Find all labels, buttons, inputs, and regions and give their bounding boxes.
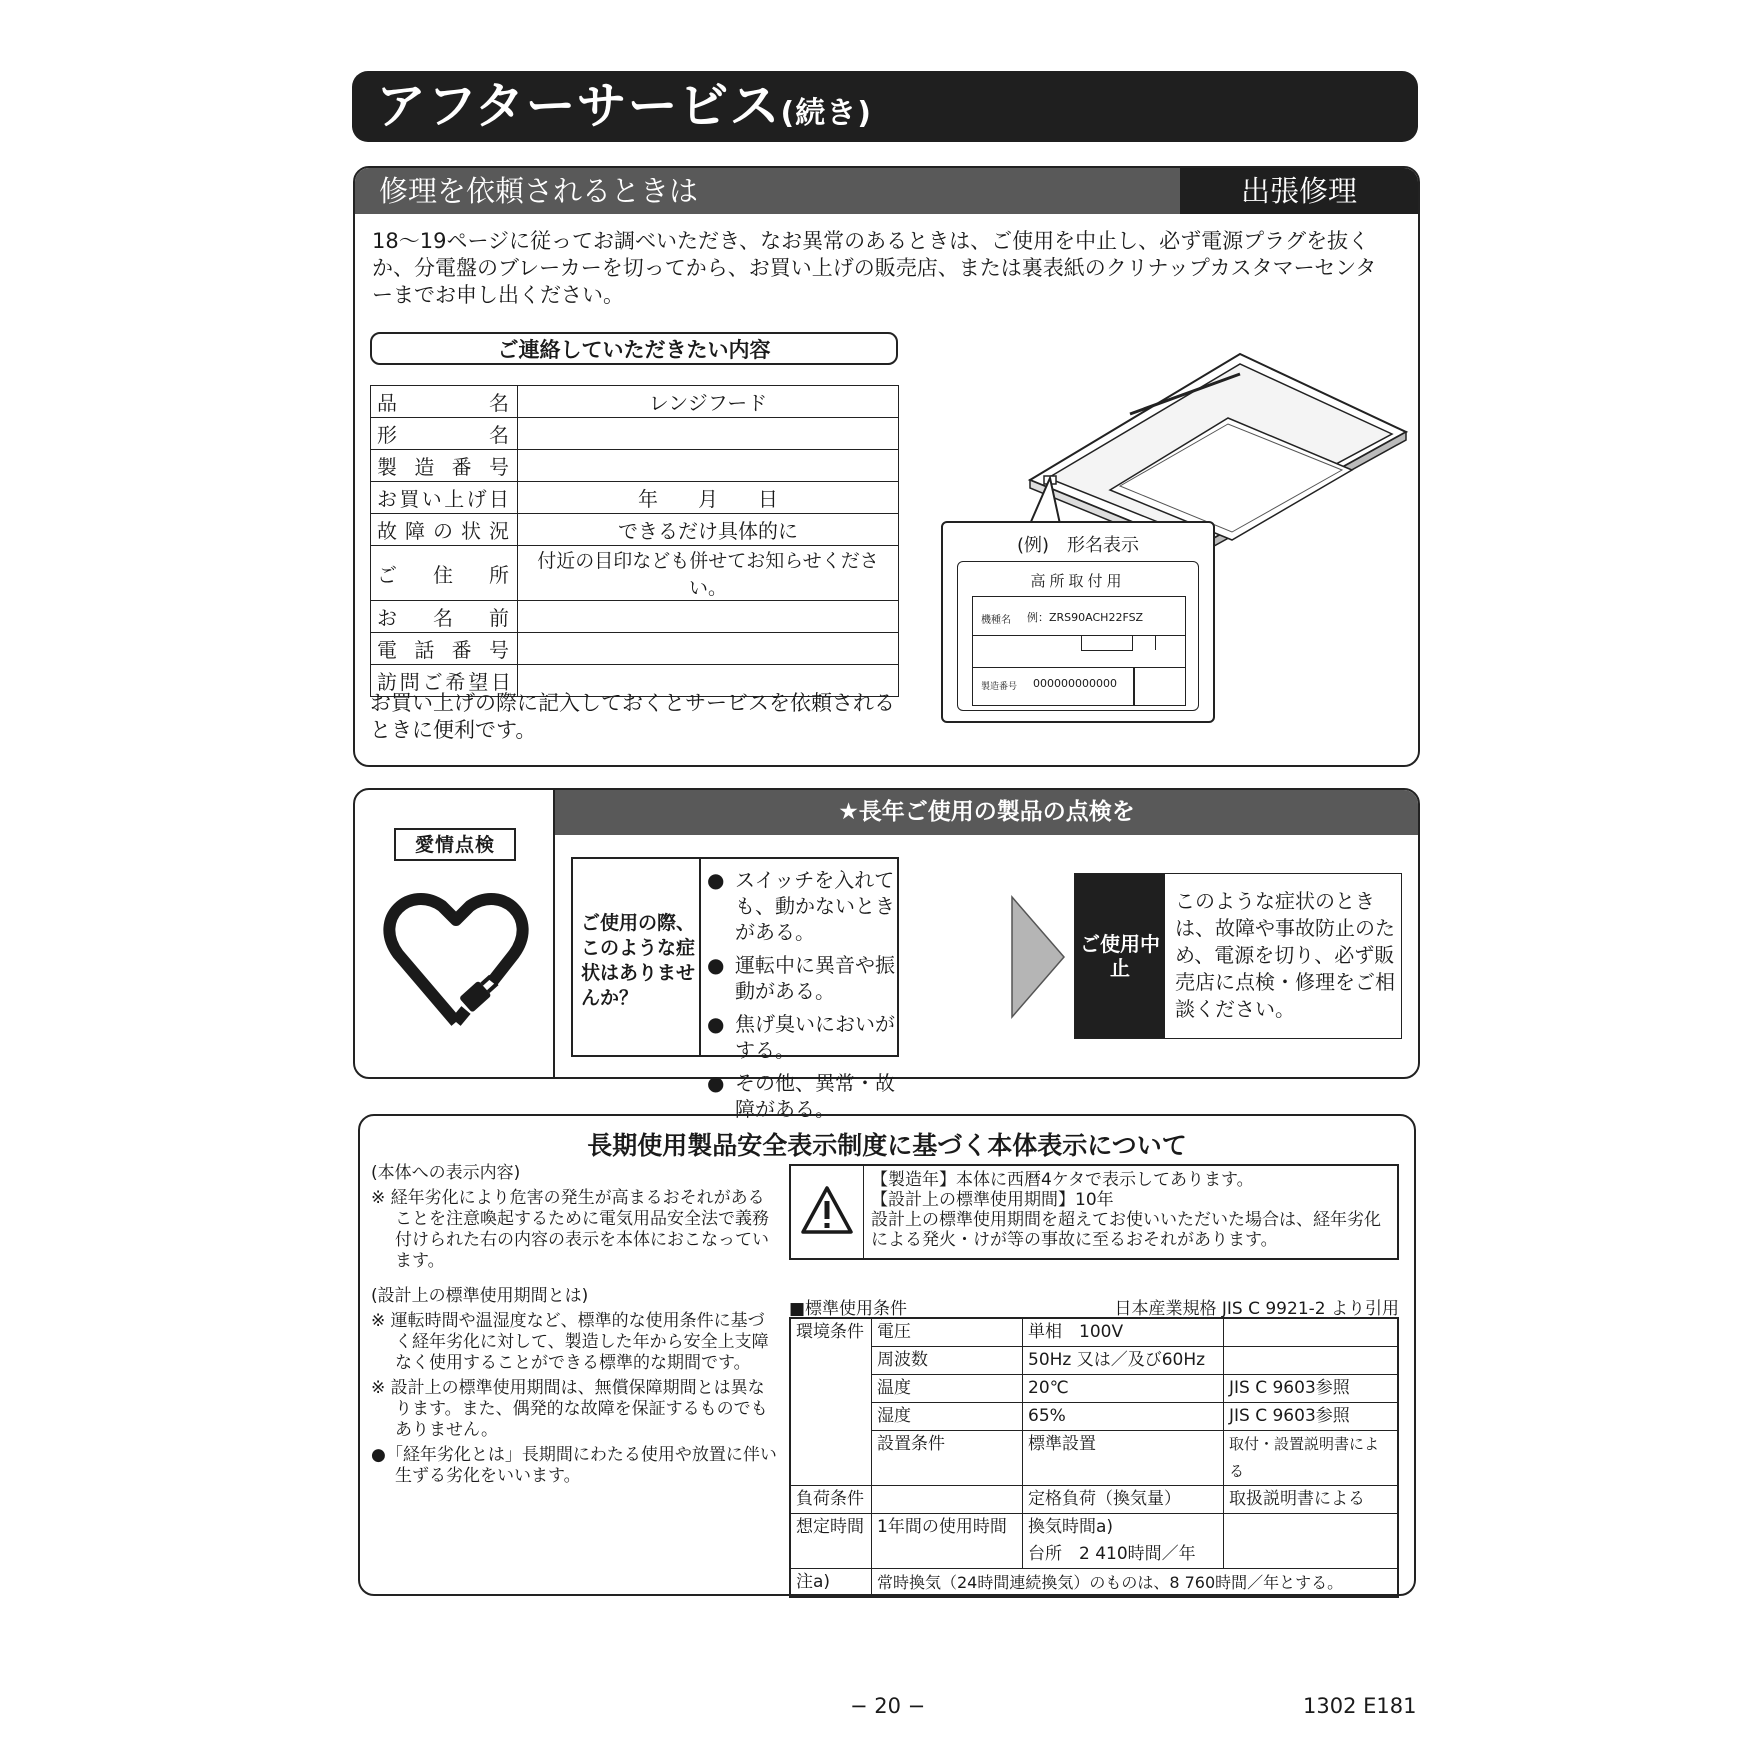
- longterm-title: 長期使用製品安全表示制度に基づく本体表示について: [587, 1131, 1187, 1160]
- symptom-box: [571, 857, 899, 1121]
- table-row: 品名 レンジフード: [371, 386, 899, 418]
- model-label-example: [941, 521, 1215, 723]
- table-row: 故障の状況 できるだけ具体的に: [371, 514, 899, 546]
- usage-hours: 台所 2 410時間／年: [1028, 1544, 1196, 1564]
- contact-note: お買い上げの際に記入しておくとサービスを依頼されるときに便利です。: [370, 691, 895, 742]
- page-number: − 20 −: [850, 1694, 926, 1718]
- page-title-suffix: (続き): [780, 96, 872, 131]
- table-row: ご住所 付近の目印なども併せてお知らせください。: [371, 546, 899, 601]
- table-row: 電話番号: [371, 633, 899, 665]
- symptom-question: ご使用の際、このような症状はありませんか？: [573, 859, 701, 1055]
- stop-use-box: [1074, 873, 1402, 1039]
- stop-use-label: ご使用中止: [1075, 874, 1165, 1038]
- list-item: ● 焦げ臭いにおいがする。: [707, 1011, 897, 1063]
- table-row: 負荷条件 定格負荷（換気量） 取扱説明書による: [790, 1486, 1398, 1514]
- table-row: 温度 20℃ JIS C 9603参照: [790, 1375, 1398, 1403]
- page-header: [352, 71, 1418, 142]
- label-plate-grid: [972, 596, 1186, 706]
- table-row: 設置条件 標準設置 取付・設置説明書による: [790, 1431, 1398, 1486]
- table-row: 環境条件 電圧 単相 100V: [790, 1318, 1398, 1347]
- symptom-list: [707, 867, 897, 1129]
- contact-title: ご連絡していただきたい内容: [370, 332, 898, 365]
- label-plate: [957, 561, 1199, 711]
- std-conditions-header: [789, 1294, 1399, 1319]
- inspection-badge: 愛情点検: [394, 828, 516, 861]
- notes-heading: (本体への表示内容): [371, 1163, 521, 1183]
- warning-line-year: 【製造年】本体に西暦4ケタで表示してあります。: [871, 1170, 1254, 1190]
- std-conditions-source: 日本産業規格 JIS C 9921-2 より引用: [1114, 1299, 1399, 1319]
- repair-intro: 18〜19ページに従ってお調べいただき、なお異常のあるときは、ご使用を中止し、必ず電源プラグを抜くか、分電盤のブレーカーを切ってから、お買い上げの販売店、または裏表紙のクリナップカスタマーセンターまでお申し出ください。: [372, 229, 1377, 307]
- note-item: ●「経年劣化とは」長期間にわたる使用や放置に伴い生ずる劣化をいいます。: [371, 1445, 777, 1486]
- longterm-notes: [371, 1163, 781, 1487]
- std-conditions-table: [789, 1317, 1399, 1598]
- repair-title: 修理を依頼されるときは: [355, 168, 1180, 214]
- list-item: ● 運転中に異音や振動がある。: [707, 952, 897, 1004]
- label-plate-header: 高所取付用: [1030, 572, 1126, 590]
- note-item: ※ 設計上の標準使用期間は、無償保障期間とは異なります。また、偶発的な故障を保証するものでもありません。: [371, 1378, 768, 1440]
- arrow-right-icon: [1010, 895, 1066, 1019]
- warning-icon-cell: [791, 1166, 864, 1258]
- stop-use-text: このような症状のときは、故障や事故防止のため、電源を切り、必ず販売店に点検・修理をご相談ください。: [1175, 889, 1395, 1021]
- document-code: 1302 E181: [1303, 1694, 1417, 1718]
- serial-label: 製造番号: [981, 682, 1018, 692]
- list-item: ● その他、異常・故障がある。: [707, 1070, 897, 1122]
- note-item: ※ 経年劣化により危害の発生が高まるおそれがあることを注意喚起するために電気用品安全法で義務付けられた右の内容の表示を本体におこなっています。: [371, 1188, 769, 1271]
- list-item: ● スイッチを入れても、動かないときがある。: [707, 867, 897, 945]
- model-name-value: 例：ZRS90ACH22FSZ: [1027, 611, 1144, 624]
- warning-triangle-icon: [791, 1166, 863, 1258]
- table-row: 注a) 常時換気（24時間連続換気）のものは、8 760時間／年とする。: [790, 1569, 1398, 1598]
- table-row: 想定時間 1年間の使用時間 換気時間a) 台所 2 410時間／年: [790, 1514, 1398, 1569]
- table-row: 形名: [371, 418, 899, 450]
- inspection-title: ★長年ご使用の製品の点検を: [555, 790, 1418, 835]
- table-row: 周波数 50Hz 又は／及び60Hz: [790, 1347, 1398, 1375]
- table-row: 湿度 65% JIS C 9603参照: [790, 1403, 1398, 1431]
- std-conditions-title: ■標準使用条件: [789, 1299, 908, 1319]
- warning-box: [789, 1164, 1399, 1260]
- table-row: お買い上げ日 年 月 日: [371, 482, 899, 514]
- warning-line-period: 【設計上の標準使用期間】10年: [871, 1190, 1114, 1210]
- table-row: 製造番号: [371, 450, 899, 482]
- warning-line-risk: 設計上の標準使用期間を超えてお使いいただいた場合は、経年劣化による発火・けが等の事故に至るおそれがあります。: [871, 1210, 1381, 1250]
- table-row: お名前: [371, 601, 899, 633]
- model-name-label: 機種名: [981, 615, 1011, 626]
- notes-heading: (設計上の標準使用期間とは): [371, 1286, 589, 1306]
- table-row: 訪問ご希望日: [371, 665, 899, 697]
- contact-table: [370, 385, 899, 697]
- note-item: ※ 運転時間や温湿度など、標準的な使用条件に基づく経年劣化に対して、製造した年から安全上支障なく使用することができる標準的な期間です。: [371, 1311, 769, 1373]
- page-title: アフターサービス: [376, 77, 781, 135]
- usage-type: 換気時間a): [1028, 1517, 1114, 1537]
- serial-value: 000000000000: [1033, 677, 1117, 690]
- heart-plug-icon: [380, 888, 535, 1028]
- label-caption: (例) 形名表示: [1016, 535, 1140, 556]
- repair-badge: 出張修理: [1180, 168, 1418, 214]
